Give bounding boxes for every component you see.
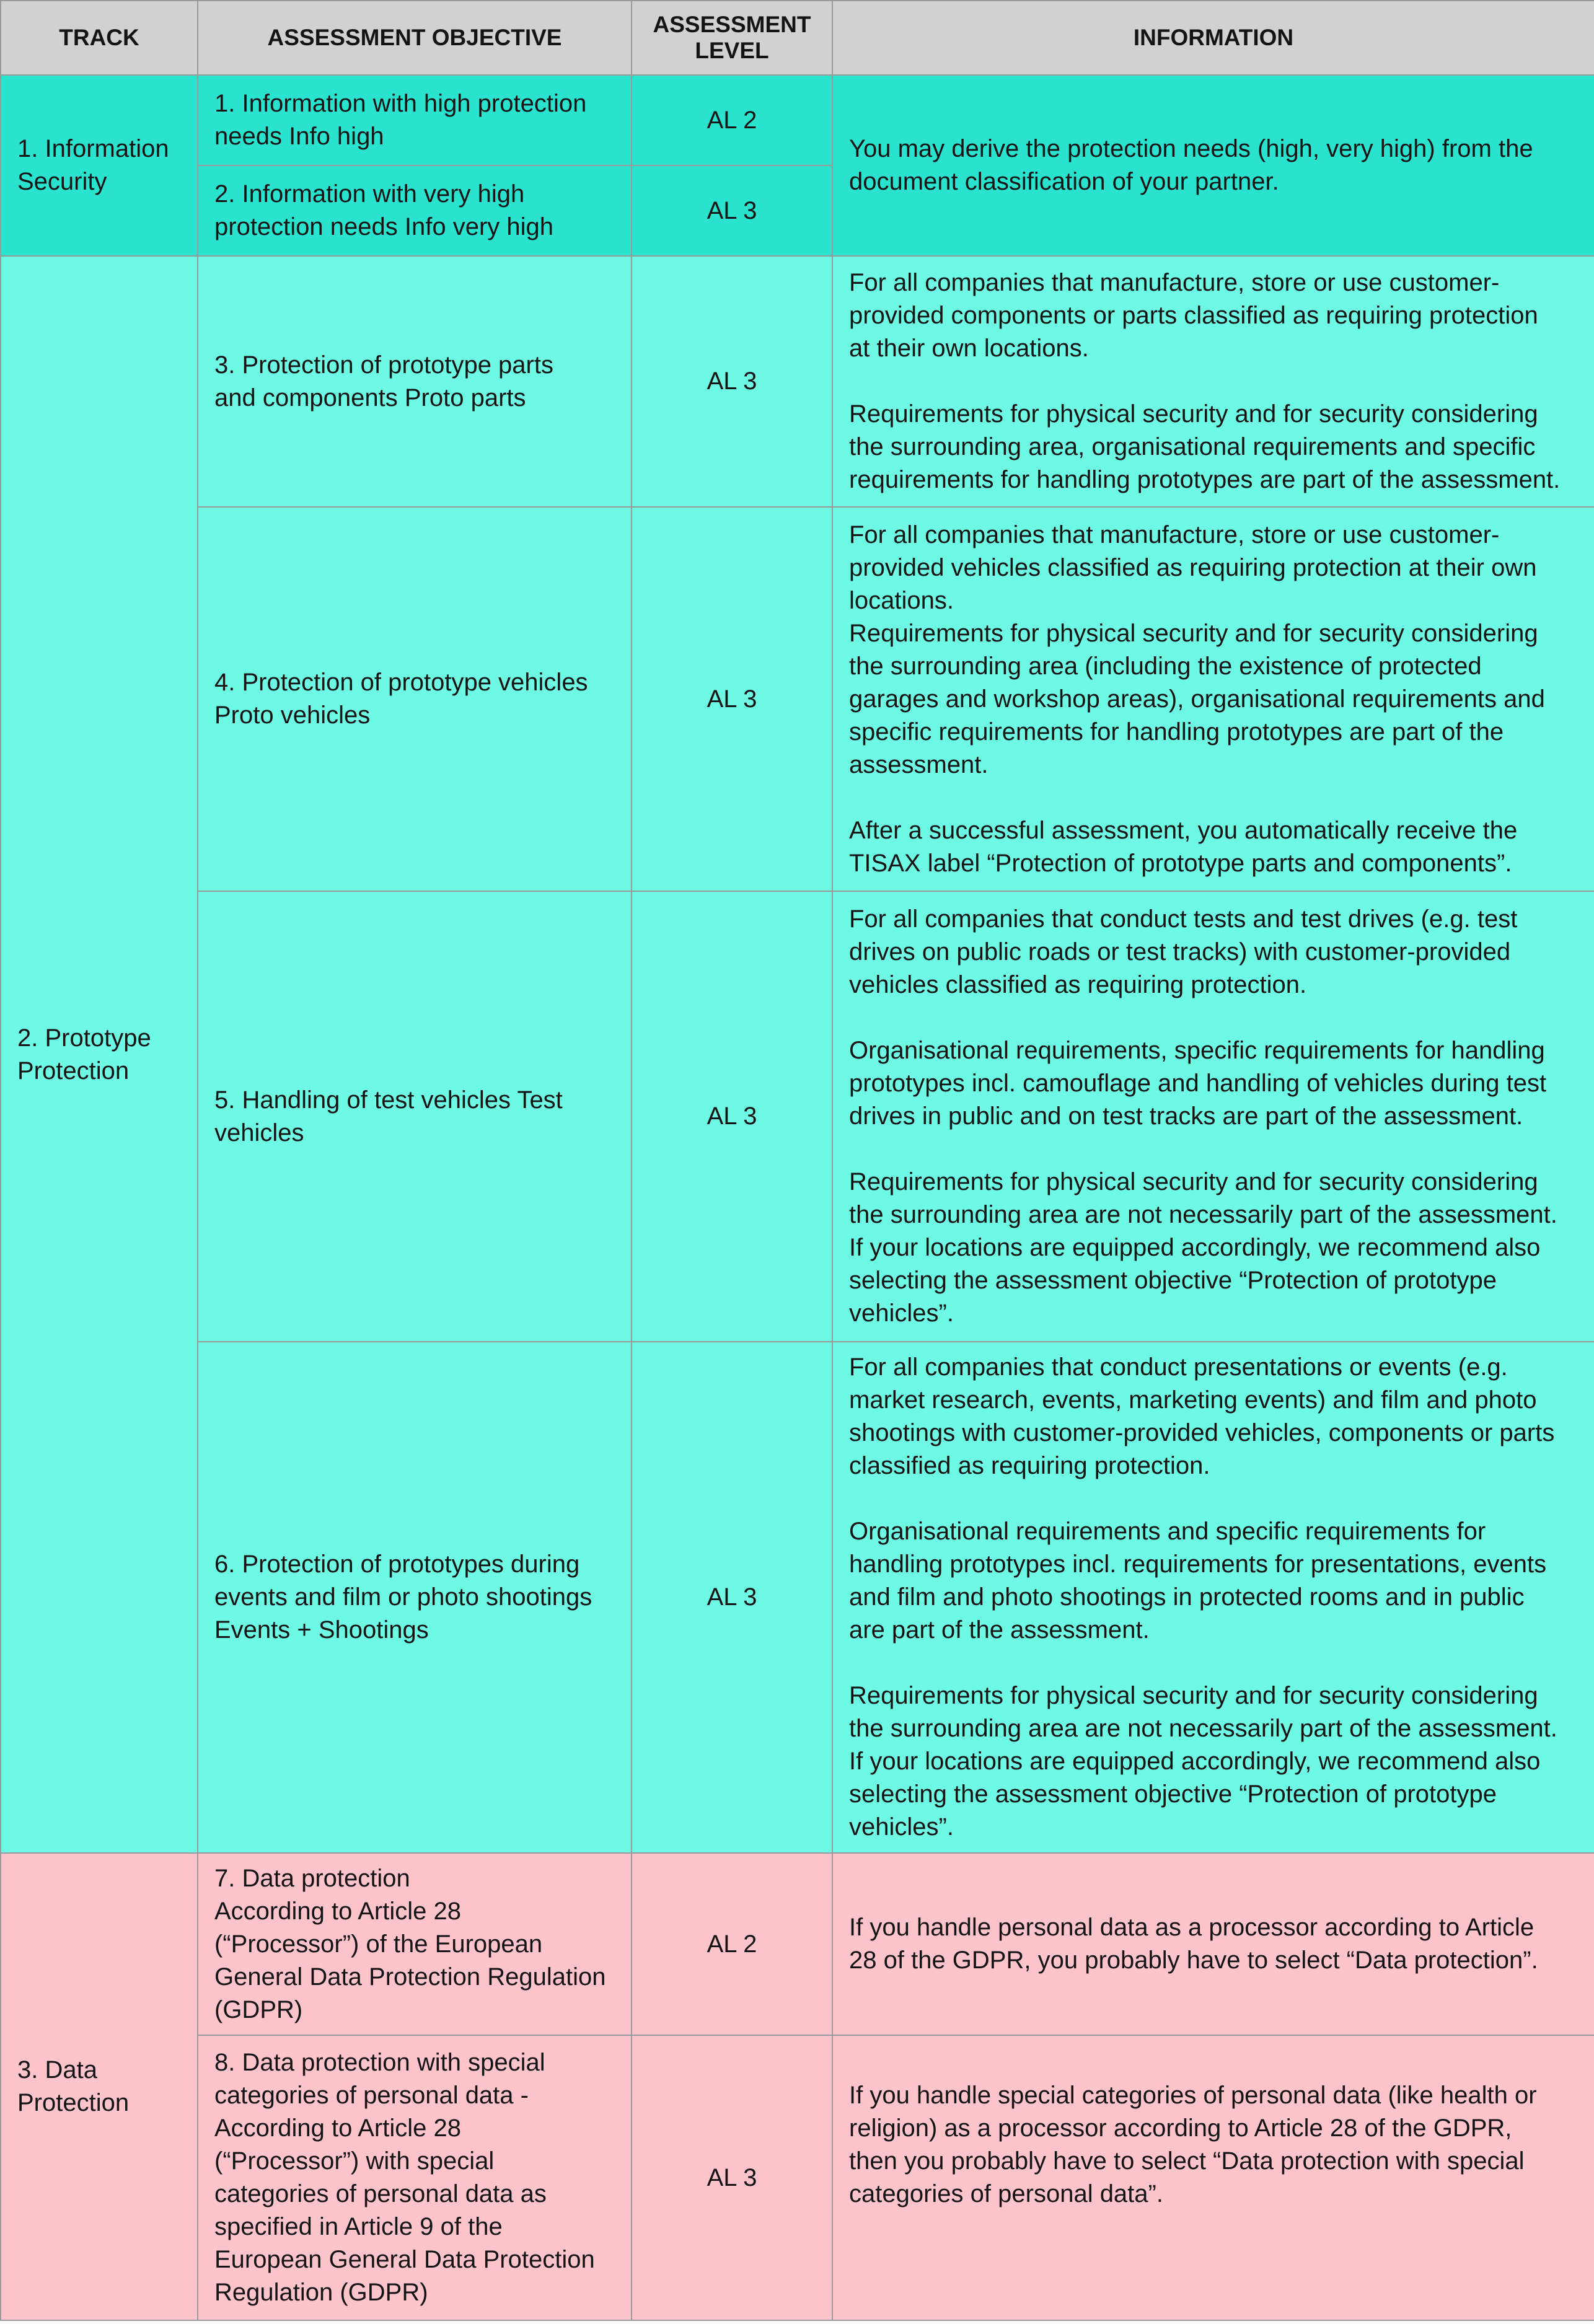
track-prototype-protection: 2. Prototype Protection: [1, 256, 198, 1853]
header-assessment-level: ASSESSMENT LEVEL: [632, 1, 832, 75]
header-row: [1, 1, 1594, 75]
table-row-objective-7: [1, 1853, 1594, 2035]
information-events-shootings: For all companies that conduct presentations or events (e.g. market research, events, marketing events) and film and photo shootings with customer-provided vehicles, components or parts classified as requiring protection. Organisational requirements and specific requirements for handling prototypes incl. requirements for presentations, events and film and photo shootings in protected rooms and in public are part of the assessment. Requirements for physical security and for security considering the surrounding area are not necessarily part of the assessment. If your locations are equipped accordingly, we recommend also selecting the assessment objective “Protection of prototype vehicles”.: [832, 1342, 1594, 1853]
header-information: INFORMATION: [832, 1, 1594, 75]
objective-info-very-high: 2. Information with very high protection needs Info very high: [198, 165, 632, 256]
table-row-objective-6: [1, 1342, 1594, 1853]
information-data-protection: If you handle personal data as a processor according to Article 28 of the GDPR, you probably have to select “Data protection”.: [832, 1853, 1594, 2035]
header-assessment-objective: ASSESSMENT OBJECTIVE: [198, 1, 632, 75]
table-row-objective-8: [1, 2035, 1594, 2320]
track-data-protection: 3. Data Protection: [1, 1853, 198, 2320]
level-events-shootings: AL 3: [632, 1342, 832, 1853]
table-row-objective-1: [1, 75, 1594, 165]
level-info-high: AL 2: [632, 75, 832, 165]
table-row-objective-5: [1, 891, 1594, 1342]
objective-info-high: 1. Information with high protection needs Info high: [198, 75, 632, 165]
objective-data-protection-special: 8. Data protection with special categories of personal data - According to Article 28 (“Processor”) with special categories of personal data as specified in Article 9 of the European General Data Protection Regulation (GDPR): [198, 2035, 632, 2320]
level-test-vehicles: AL 3: [632, 891, 832, 1342]
level-data-protection-special: AL 3: [632, 2035, 832, 2320]
information-info-security: You may derive the protection needs (high, very high) from the document classification of your partner.: [832, 75, 1594, 256]
objective-events-shootings: 6. Protection of prototypes during events and film or photo shootings Events + Shootings: [198, 1342, 632, 1853]
level-data-protection: AL 2: [632, 1853, 832, 2035]
table-row-objective-4: [1, 507, 1594, 891]
information-proto-parts: For all companies that manufacture, store or use customer- provided components or parts classified as requiring protection at their own locations. Requirements for physical security and for security considering the surrounding area, organisational requirements and specific requirements for handling prototypes are part of the assessment.: [832, 256, 1594, 507]
level-info-very-high: AL 3: [632, 165, 832, 256]
objective-proto-vehicles: 4. Protection of prototype vehicles Proto vehicles: [198, 507, 632, 891]
header-track: TRACK: [1, 1, 198, 75]
track-information-security: 1. Information Security: [1, 75, 198, 256]
objective-proto-parts: 3. Protection of prototype parts and components Proto parts: [198, 256, 632, 507]
objective-test-vehicles: 5. Handling of test vehicles Test vehicles: [198, 891, 632, 1342]
information-proto-vehicles: For all companies that manufacture, store or use customer- provided vehicles classified as requiring protection at their own locations. Requirements for physical security and for security considering the surrounding area (including the existence of protected garages and workshop areas), organisational requirements and specific requirements for handling prototypes are part of the assessment. After a successful assessment, you automatically receive the TISAX label “Protection of prototype parts and components”.: [832, 507, 1594, 891]
information-test-vehicles: For all companies that conduct tests and test drives (e.g. test drives on public roads or test tracks) with customer-provided vehicles classified as requiring protection. Organisational requirements, specific requirements for handling prototypes incl. camouflage and handling of vehicles during test drives in public and on test tracks are part of the assessment. Requirements for physical security and for security considering the surrounding area are not necessarily part of the assessment. If your locations are equipped accordingly, we recommend also selecting the assessment objective “Protection of prototype vehicles”.: [832, 891, 1594, 1342]
level-proto-vehicles: AL 3: [632, 507, 832, 891]
level-proto-parts: AL 3: [632, 256, 832, 507]
objective-data-protection: 7. Data protection According to Article 28 (“Processor”) of the European General Data Protection Regulation (GDPR): [198, 1853, 632, 2035]
table-row-objective-3: [1, 256, 1594, 507]
information-data-protection-special: If you handle special categories of personal data (like health or religion) as a processor according to Article 28 of the GDPR, then you probably have to select “Data protection with special categories of personal data”.: [832, 2035, 1594, 2320]
